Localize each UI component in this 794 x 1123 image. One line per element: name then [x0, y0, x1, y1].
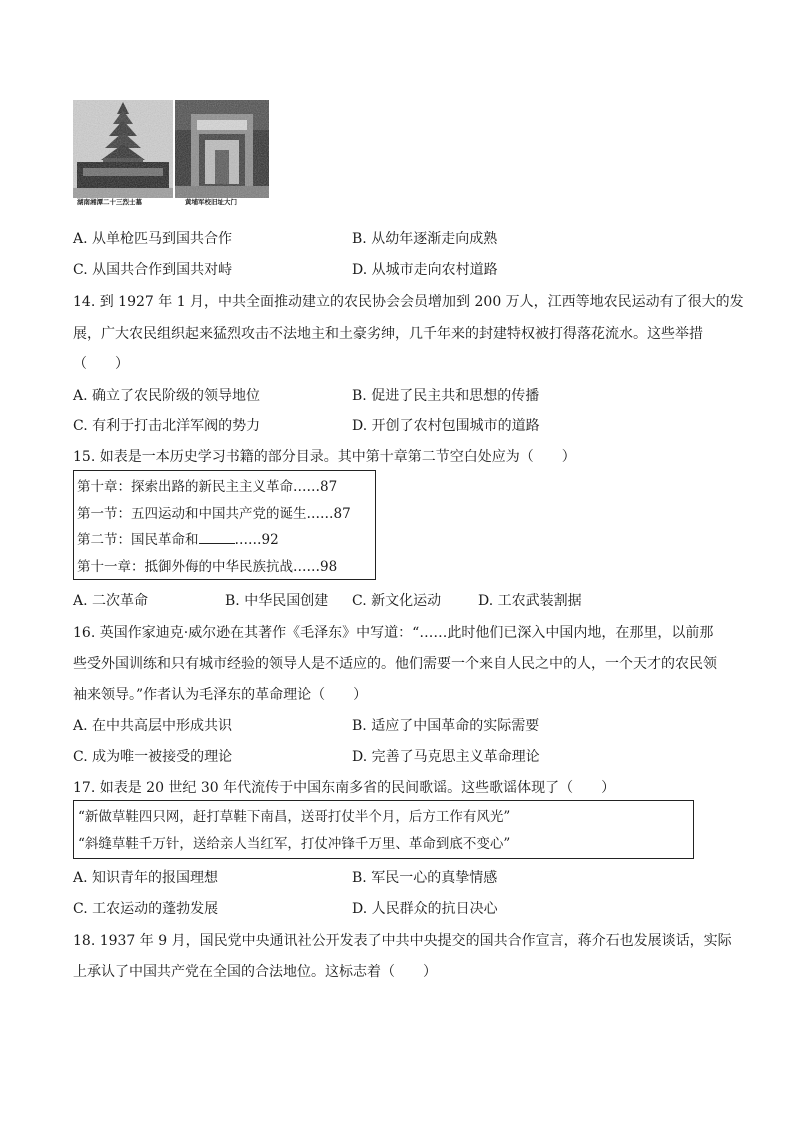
q16-option-a: A. 在中共高层中形成共识 [73, 718, 233, 734]
q14-stem-line-2: 展，广大农民组织起来猛烈攻击不法地主和土豪劣绅，几千年来的封建特权被打得落花流水。这些举措 [73, 326, 703, 342]
q14-option-c: C. 有利于打击北洋军阀的势力 [73, 418, 261, 434]
q15-table-of-contents [73, 470, 376, 580]
answer-blank [199, 531, 235, 544]
ballad-row: “新做草鞋四只网，赶打草鞋下南昌，送哥打仗半个月，后方工作有风光” [78, 809, 511, 825]
photo-caption-left: 湖南湘潭二十三烈士墓 [77, 198, 142, 206]
q16-stem-line-2: 些受外国训练和只有城市经验的领导人是不适应的。他们需要一个来自人民之中的人，一个天才的农民领 [73, 656, 717, 672]
q17-stem: 17. 如表是 20 世纪 30 年代流传于中国东南多省的民间歌谣。这些歌谣体现了（ ） [73, 780, 616, 796]
historical-photos-figure [73, 100, 269, 208]
q14-option-a: A. 确立了农民阶级的领导地位 [73, 388, 261, 404]
q16-option-d: D. 完善了马克思主义革命理论 [352, 749, 540, 765]
q14-option-b: B. 促进了民主共和思想的传播 [352, 388, 540, 404]
q15-option-a: A. 二次革命 [73, 593, 149, 609]
gate-photo [175, 100, 269, 198]
q17-ballad-table [73, 800, 694, 859]
toc-row-prefix: 第二节：国民革命和 [77, 532, 199, 548]
toc-row-suffix: ……92 [234, 532, 279, 548]
q15-stem: 15. 如表是一本历史学习书籍的部分目录。其中第十章第二节空白处应为（ ） [73, 449, 576, 465]
monument-photo [73, 100, 173, 198]
q17-option-a: A. 知识青年的报国理想 [73, 870, 219, 886]
toc-row: 第十章：探索出路的新民主主义革命……87 [77, 479, 338, 495]
q16-stem-line-1: 16. 英国作家迪克·威尔逊在其著作《毛泽东》中写道：“……此时他们已深入中国内地，在那里，以前那 [73, 625, 714, 641]
q16-stem-line-3: 袖来领导。”作者认为毛泽东的革命理论（ ） [73, 687, 368, 703]
q13-option-a: A. 从单枪匹马到国共合作 [73, 231, 233, 247]
q17-option-b: B. 军民一心的真挚情感 [352, 870, 498, 886]
q14-option-d: D. 开创了农村包围城市的道路 [352, 418, 540, 434]
q15-option-c: C. 新文化运动 [352, 593, 442, 609]
q16-option-c: C. 成为唯一被接受的理论 [73, 749, 233, 765]
ballad-row: “斜缝草鞋千万针，送给亲人当红军，打仗冲锋千万里、革命到底不变心” [78, 836, 511, 852]
q15-option-b: B. 中华民国创建 [225, 593, 329, 609]
q15-option-d: D. 工农武装割据 [478, 593, 582, 609]
photos-image [73, 100, 269, 208]
q17-option-c: C. 工农运动的蓬勃发展 [73, 901, 219, 917]
q16-option-b: B. 适应了中国革命的实际需要 [352, 718, 540, 734]
q14-stem-line-3: （ ） [73, 356, 129, 372]
q17-option-d: D. 人民群众的抗日决心 [352, 901, 498, 917]
toc-row: 第十一章：抵御外侮的中华民族抗战……98 [77, 559, 338, 575]
q18-stem-line-2: 上承认了中国共产党在全国的合法地位。这标志着（ ） [73, 964, 437, 980]
q13-option-c: C. 从国共合作到国共对峙 [73, 262, 233, 278]
photo-caption-right: 黄埔军校旧址大门 [185, 198, 237, 206]
q13-option-b: B. 从幼年逐渐走向成熟 [352, 231, 498, 247]
q14-stem-line-1: 14. 到 1927 年 1 月，中共全面推动建立的农民协会会员增加到 200 万人，江西等地农民运动有了很大的发 [73, 294, 744, 310]
q18-stem-line-1: 18. 1937 年 9 月，国民党中央通讯社公开发表了中共中央提交的国共合作宣言，蒋介石也发展谈话，实际 [73, 933, 732, 949]
toc-row-blank [77, 528, 279, 548]
q13-option-d: D. 从城市走向农村道路 [352, 262, 498, 278]
toc-row: 第一节：五四运动和中国共产党的诞生……87 [77, 506, 351, 522]
